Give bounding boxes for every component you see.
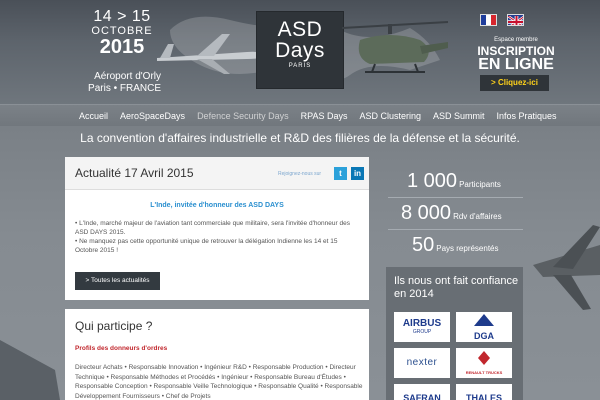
follow-us-label: Rejoignez-nous sur (278, 171, 322, 177)
logo-safran[interactable] (394, 384, 450, 400)
page-tagline: La convention d'affaires industrielle et R&D des filières de la défense et la sécurité. (80, 131, 520, 145)
uk-flag-graphic (508, 16, 524, 26)
nav-item-asd-summit[interactable]: ASD Summit (433, 111, 485, 121)
participants-title: Qui participe ? (75, 319, 153, 333)
trusted-by-title: Ils nous ont fait confiance en 2014 (394, 275, 519, 300)
stat-label: Participants (459, 180, 501, 189)
logo-dga[interactable] (456, 312, 512, 342)
logo-dga-text: DGA (474, 331, 494, 341)
nav-item-rpas-days[interactable]: RPAS Days (300, 111, 348, 121)
logo-thales[interactable] (456, 384, 512, 400)
stat-label: Rdv d'affaires (453, 212, 502, 221)
participants-panel (65, 309, 369, 400)
stat-divider (388, 229, 523, 230)
dates-days: 14 > 15 (93, 8, 151, 25)
logo-nexter-text: nexter (406, 357, 438, 368)
stat-number: 50 (412, 234, 435, 256)
stat-participants (407, 170, 501, 193)
aircraft-wing-image (0, 330, 60, 400)
dates-month: OCTOBRE (91, 25, 153, 37)
logo-text-paris: PARIS (288, 63, 312, 69)
jet-aircraft-image (152, 28, 272, 78)
member-area (446, 37, 586, 74)
member-area-label: Espace membre (494, 37, 538, 43)
military-aircraft-image (523, 205, 600, 315)
dga-emblem-icon (474, 314, 494, 326)
logo-thales-text: THALES (466, 393, 502, 400)
trusted-by-panel (386, 267, 523, 400)
nav-item-aerospacedays[interactable]: AeroSpaceDays (120, 111, 186, 121)
news-header (65, 157, 369, 190)
venue-airport: Aéroport d'Orly (94, 71, 161, 82)
asd-days-logo[interactable] (256, 11, 344, 89)
logo-renault-text: RENAULT TRUCKS (465, 370, 503, 375)
nav-item-asd-clustering[interactable]: ASD Clustering (359, 111, 421, 121)
logo-airbus-sub: GROUP (412, 329, 432, 335)
dates-year: 2015 (99, 36, 145, 58)
stat-number: 8 000 (401, 202, 452, 224)
flag-fr-icon[interactable] (480, 14, 497, 26)
twitter-icon[interactable]: t (334, 167, 347, 180)
language-switcher (480, 14, 530, 32)
stat-divider (388, 197, 523, 198)
logo-text-days: Days (275, 39, 325, 62)
main-navigation (0, 104, 600, 126)
participants-profiles: Directeur Achats • Responsable Innovation • Ingénieur R&D • Responsable Production • Directeur Technique • Responsable Méthodes et Procédés • Ingénieur • Responsable Bureau d'Études • Responsable Conception • Responsable Veille Technologique • Responsable Qualité • Responsable Développement Fournisseurs • Chef de Projets (75, 364, 363, 400)
nav-item-infos-pratiques[interactable]: Infos Pratiques (496, 111, 557, 121)
participants-subtitle: Profils des donneurs d'ordres (75, 345, 168, 352)
nav-item-defence-security-days[interactable]: Defence Security Days (197, 111, 289, 121)
news-panel (65, 157, 369, 300)
news-headline-link[interactable]: L'Inde, invitée d'honneur des ASD DAYS (150, 202, 284, 209)
event-dates (82, 8, 162, 59)
helicopter-image (340, 14, 450, 90)
stat-label: Pays représentés (436, 244, 499, 253)
site-header (0, 0, 600, 104)
stat-meetings (401, 202, 502, 225)
news-body (75, 219, 355, 255)
register-click-here-button[interactable]: > Cliquez-ici (480, 75, 549, 91)
renault-diamond-icon (478, 351, 490, 365)
logo-nexter[interactable] (394, 348, 450, 378)
venue-city: Paris • FRANCE (88, 83, 161, 94)
linkedin-icon[interactable]: in (351, 167, 364, 180)
stat-number: 1 000 (407, 170, 458, 192)
all-news-button[interactable]: > Toutes les actualités (75, 272, 160, 290)
nav-item-accueil[interactable]: Accueil (79, 111, 109, 121)
stat-countries (412, 234, 499, 257)
registration-title-line2: EN LIGNE (478, 56, 554, 73)
flag-uk-icon[interactable] (507, 14, 524, 26)
logo-safran-text: SAFRAN (403, 393, 441, 400)
news-paragraph-1: • L'Inde, marché majeur de l'aviation tant commerciale que militaire, sera l'invitée d'honneur des ASD DAYS 2015. (75, 220, 350, 236)
registration-title-line1: INSCRIPTION (477, 44, 555, 58)
logo-renault-trucks[interactable] (456, 348, 512, 378)
logo-text-asd: ASD (277, 18, 323, 41)
logo-airbus-text: AIRBUS (402, 318, 442, 329)
logo-airbus-group[interactable] (394, 312, 450, 342)
news-paragraph-2: • Ne manquez pas cette opportunité unique de retrouver la délégation Indienne les 14 et 15 Octobre 2015 ! (75, 238, 338, 254)
news-title: Actualité 17 Avril 2015 (75, 166, 194, 180)
event-venue (75, 71, 161, 95)
